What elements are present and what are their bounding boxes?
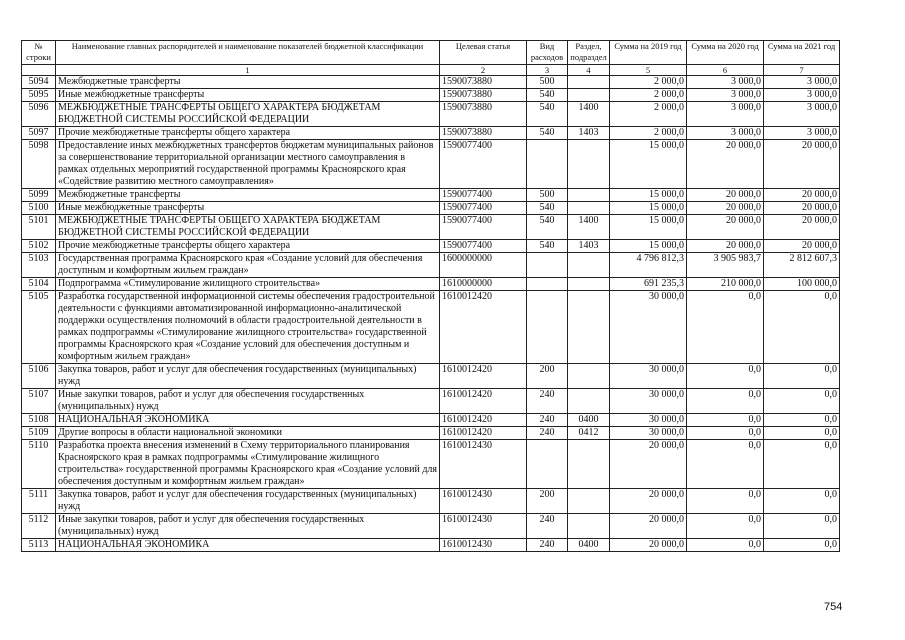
table-row — [22, 389, 840, 414]
table-row — [22, 489, 840, 514]
row-number-cell: 5109 — [22, 427, 56, 440]
sum-2019-cell: 2 000,0 — [610, 102, 687, 127]
row-name-cell: Прочие межбюджетные трансферты общего характера — [56, 240, 440, 253]
target-article-cell: 1590073880 — [440, 76, 527, 89]
target-article-cell: 1610012420 — [440, 427, 527, 440]
section-cell — [568, 140, 610, 189]
section-cell: 1403 — [568, 240, 610, 253]
expense-kind-cell: 540 — [527, 102, 568, 127]
sum-2020-cell: 0,0 — [687, 364, 764, 389]
sum-2019-cell: 30 000,0 — [610, 389, 687, 414]
section-cell — [568, 489, 610, 514]
sum-2019-cell: 691 235,3 — [610, 278, 687, 291]
sum-2021-cell: 0,0 — [764, 389, 840, 414]
sum-2021-cell: 0,0 — [764, 427, 840, 440]
sum-2019-cell: 30 000,0 — [610, 364, 687, 389]
expense-kind-cell — [527, 140, 568, 189]
expense-kind-cell: 540 — [527, 89, 568, 102]
expense-kind-cell — [527, 253, 568, 278]
table-row — [22, 539, 840, 552]
row-name-cell: МЕЖБЮДЖЕТНЫЕ ТРАНСФЕРТЫ ОБЩЕГО ХАРАКТЕРА БЮДЖЕТАМ БЮДЖЕТНОЙ СИСТЕМЫ РОССИЙСКОЙ ФЕДЕРАЦИИ — [56, 102, 440, 127]
sum-2019-cell: 20 000,0 — [610, 539, 687, 552]
target-article-cell: 1610000000 — [440, 278, 527, 291]
row-number-cell: 5103 — [22, 253, 56, 278]
expense-kind-cell: 240 — [527, 539, 568, 552]
column-number-cell: 1 — [56, 65, 440, 76]
sum-2020-cell: 3 000,0 — [687, 127, 764, 140]
sum-2019-cell: 2 000,0 — [610, 89, 687, 102]
target-article-cell: 1610012430 — [440, 539, 527, 552]
row-name-cell: НАЦИОНАЛЬНАЯ ЭКОНОМИКА — [56, 539, 440, 552]
section-cell — [568, 89, 610, 102]
header-row-number: № строки — [22, 41, 56, 65]
sum-2019-cell: 30 000,0 — [610, 414, 687, 427]
table-row — [22, 253, 840, 278]
sum-2019-cell: 15 000,0 — [610, 140, 687, 189]
expense-kind-cell: 540 — [527, 202, 568, 215]
sum-2021-cell: 20 000,0 — [764, 140, 840, 189]
sum-2020-cell: 0,0 — [687, 389, 764, 414]
expense-kind-cell: 200 — [527, 489, 568, 514]
table-row — [22, 202, 840, 215]
row-number-cell: 5106 — [22, 364, 56, 389]
row-name-cell: Межбюджетные трансферты — [56, 189, 440, 202]
expense-kind-cell: 240 — [527, 514, 568, 539]
sum-2020-cell: 0,0 — [687, 427, 764, 440]
sum-2020-cell: 0,0 — [687, 489, 764, 514]
sum-2019-cell: 30 000,0 — [610, 427, 687, 440]
row-name-cell: Предоставление иных межбюджетных трансфертов бюджетам муниципальных районов за совершенствование территориальной организации местного самоуправления в рамках отдельных мероприятий государственной программы Красноярского края «Содействие развитию местного самоуправления» — [56, 140, 440, 189]
section-cell — [568, 389, 610, 414]
table-row — [22, 215, 840, 240]
target-article-cell: 1590073880 — [440, 89, 527, 102]
section-cell: 0400 — [568, 414, 610, 427]
section-cell — [568, 291, 610, 364]
column-number-cell — [22, 65, 56, 76]
row-name-cell: Подпрограмма «Стимулирование жилищного строительства» — [56, 278, 440, 291]
section-cell — [568, 440, 610, 489]
target-article-cell: 1610012420 — [440, 414, 527, 427]
target-article-cell: 1610012430 — [440, 489, 527, 514]
sum-2021-cell: 3 000,0 — [764, 76, 840, 89]
target-article-cell: 1590077400 — [440, 202, 527, 215]
target-article-cell: 1610012430 — [440, 514, 527, 539]
header-name: Наименование главных распорядителей и наименование показателей бюджетной классификации — [56, 41, 440, 65]
target-article-cell: 1590077400 — [440, 240, 527, 253]
row-number-cell: 5096 — [22, 102, 56, 127]
sum-2020-cell: 0,0 — [687, 291, 764, 364]
sum-2019-cell: 15 000,0 — [610, 202, 687, 215]
sum-2021-cell: 20 000,0 — [764, 202, 840, 215]
column-numbers-row — [22, 65, 840, 76]
sum-2021-cell: 100 000,0 — [764, 278, 840, 291]
row-number-cell: 5098 — [22, 140, 56, 189]
row-name-cell: Другие вопросы в области национальной экономики — [56, 427, 440, 440]
row-name-cell: Прочие межбюджетные трансферты общего характера — [56, 127, 440, 140]
section-cell: 1400 — [568, 215, 610, 240]
target-article-cell: 1610012420 — [440, 364, 527, 389]
target-article-cell: 1600000000 — [440, 253, 527, 278]
row-number-cell: 5108 — [22, 414, 56, 427]
expense-kind-cell: 540 — [527, 215, 568, 240]
row-name-cell: Разработка государственной информационной системы обеспечения градостроительной деятельности с функциями автоматизированной информационно-аналитической поддержки осуществления полномочий в области градостроительной деятельности в рамках подпрограммы «Стимулирование жилищного строительства» государственной программы Красноярского края «Создание условий для обеспечения доступным и комфортным жильем граждан» — [56, 291, 440, 364]
sum-2020-cell: 20 000,0 — [687, 202, 764, 215]
sum-2019-cell: 15 000,0 — [610, 189, 687, 202]
section-cell — [568, 189, 610, 202]
table-header — [22, 41, 840, 76]
table-row — [22, 102, 840, 127]
row-name-cell: МЕЖБЮДЖЕТНЫЕ ТРАНСФЕРТЫ ОБЩЕГО ХАРАКТЕРА БЮДЖЕТАМ БЮДЖЕТНОЙ СИСТЕМЫ РОССИЙСКОЙ ФЕДЕРАЦИИ — [56, 215, 440, 240]
table-row — [22, 364, 840, 389]
target-article-cell: 1610012420 — [440, 291, 527, 364]
expense-kind-cell: 240 — [527, 414, 568, 427]
expense-kind-cell — [527, 278, 568, 291]
sum-2019-cell: 2 000,0 — [610, 127, 687, 140]
sum-2019-cell: 20 000,0 — [610, 440, 687, 489]
section-cell: 1400 — [568, 102, 610, 127]
section-cell — [568, 278, 610, 291]
sum-2020-cell: 20 000,0 — [687, 215, 764, 240]
section-cell — [568, 253, 610, 278]
sum-2021-cell: 3 000,0 — [764, 127, 840, 140]
sum-2019-cell: 20 000,0 — [610, 489, 687, 514]
sum-2020-cell: 20 000,0 — [687, 240, 764, 253]
table-row — [22, 278, 840, 291]
row-number-cell: 5099 — [22, 189, 56, 202]
section-cell: 0400 — [568, 539, 610, 552]
sum-2019-cell: 30 000,0 — [610, 291, 687, 364]
budget-table — [21, 40, 840, 552]
table-row — [22, 427, 840, 440]
target-article-cell: 1590073880 — [440, 102, 527, 127]
table-body — [22, 76, 840, 552]
sum-2020-cell: 20 000,0 — [687, 140, 764, 189]
sum-2020-cell: 0,0 — [687, 514, 764, 539]
table-row — [22, 240, 840, 253]
sum-2019-cell: 15 000,0 — [610, 240, 687, 253]
row-name-cell: Межбюджетные трансферты — [56, 76, 440, 89]
table-row — [22, 76, 840, 89]
sum-2021-cell: 0,0 — [764, 514, 840, 539]
section-cell — [568, 514, 610, 539]
column-number-cell: 7 — [764, 65, 840, 76]
sum-2021-cell: 0,0 — [764, 291, 840, 364]
sum-2020-cell: 210 000,0 — [687, 278, 764, 291]
expense-kind-cell: 540 — [527, 240, 568, 253]
target-article-cell: 1590077400 — [440, 140, 527, 189]
sum-2021-cell: 20 000,0 — [764, 240, 840, 253]
row-name-cell: Государственная программа Красноярского края «Создание условий для обеспечения доступным и комфортным жильем граждан» — [56, 253, 440, 278]
row-number-cell: 5110 — [22, 440, 56, 489]
header-expense-kind: Вид расходов — [527, 41, 568, 65]
row-number-cell: 5100 — [22, 202, 56, 215]
sum-2020-cell: 0,0 — [687, 539, 764, 552]
target-article-cell: 1590077400 — [440, 189, 527, 202]
sum-2020-cell: 20 000,0 — [687, 189, 764, 202]
table-row — [22, 440, 840, 489]
expense-kind-cell: 500 — [527, 189, 568, 202]
table-row — [22, 89, 840, 102]
target-article-cell: 1610012420 — [440, 389, 527, 414]
section-cell: 1403 — [568, 127, 610, 140]
row-number-cell: 5095 — [22, 89, 56, 102]
sum-2021-cell: 0,0 — [764, 489, 840, 514]
column-number-cell: 2 — [440, 65, 527, 76]
sum-2020-cell: 0,0 — [687, 414, 764, 427]
sum-2020-cell: 3 905 983,7 — [687, 253, 764, 278]
column-number-cell: 3 — [527, 65, 568, 76]
target-article-cell: 1590073880 — [440, 127, 527, 140]
row-name-cell: Иные межбюджетные трансферты — [56, 89, 440, 102]
section-cell — [568, 202, 610, 215]
sum-2021-cell: 3 000,0 — [764, 102, 840, 127]
row-name-cell: Иные межбюджетные трансферты — [56, 202, 440, 215]
sum-2021-cell: 20 000,0 — [764, 189, 840, 202]
header-sum-2020: Сумма на 2020 год — [687, 41, 764, 65]
row-name-cell: НАЦИОНАЛЬНАЯ ЭКОНОМИКА — [56, 414, 440, 427]
expense-kind-cell: 240 — [527, 389, 568, 414]
row-number-cell: 5102 — [22, 240, 56, 253]
header-target-article: Целевая статья — [440, 41, 527, 65]
header-section: Раздел, подраздел — [568, 41, 610, 65]
sum-2019-cell: 2 000,0 — [610, 76, 687, 89]
expense-kind-cell: 200 — [527, 364, 568, 389]
expense-kind-cell — [527, 440, 568, 489]
table-row — [22, 514, 840, 539]
table-row — [22, 414, 840, 427]
page-number: 754 — [824, 601, 843, 613]
section-cell: 0412 — [568, 427, 610, 440]
row-number-cell: 5094 — [22, 76, 56, 89]
sum-2020-cell: 3 000,0 — [687, 89, 764, 102]
sum-2021-cell: 3 000,0 — [764, 89, 840, 102]
table-row — [22, 127, 840, 140]
row-name-cell: Закупка товаров, работ и услуг для обеспечения государственных (муниципальных) нужд — [56, 364, 440, 389]
sum-2021-cell: 0,0 — [764, 364, 840, 389]
sum-2020-cell: 3 000,0 — [687, 102, 764, 127]
sum-2021-cell: 20 000,0 — [764, 215, 840, 240]
sum-2019-cell: 15 000,0 — [610, 215, 687, 240]
table-row — [22, 189, 840, 202]
row-number-cell: 5097 — [22, 127, 56, 140]
column-number-cell: 6 — [687, 65, 764, 76]
row-name-cell: Иные закупки товаров, работ и услуг для обеспечения государственных (муниципальных) нужд — [56, 389, 440, 414]
expense-kind-cell — [527, 291, 568, 364]
row-number-cell: 5105 — [22, 291, 56, 364]
row-name-cell: Иные закупки товаров, работ и услуг для обеспечения государственных (муниципальных) нужд — [56, 514, 440, 539]
row-number-cell: 5104 — [22, 278, 56, 291]
target-article-cell: 1610012430 — [440, 440, 527, 489]
column-number-cell: 5 — [610, 65, 687, 76]
row-number-cell: 5112 — [22, 514, 56, 539]
section-cell — [568, 76, 610, 89]
sum-2019-cell: 20 000,0 — [610, 514, 687, 539]
sum-2020-cell: 0,0 — [687, 440, 764, 489]
expense-kind-cell: 540 — [527, 127, 568, 140]
sum-2021-cell: 0,0 — [764, 414, 840, 427]
row-number-cell: 5113 — [22, 539, 56, 552]
section-cell — [568, 364, 610, 389]
sum-2021-cell: 0,0 — [764, 539, 840, 552]
row-number-cell: 5111 — [22, 489, 56, 514]
table-row — [22, 291, 840, 364]
header-sum-2019: Сумма на 2019 год — [610, 41, 687, 65]
row-name-cell: Закупка товаров, работ и услуг для обеспечения государственных (муниципальных) нужд — [56, 489, 440, 514]
expense-kind-cell: 240 — [527, 427, 568, 440]
sum-2020-cell: 3 000,0 — [687, 76, 764, 89]
sum-2019-cell: 4 796 812,3 — [610, 253, 687, 278]
row-number-cell: 5107 — [22, 389, 56, 414]
row-number-cell: 5101 — [22, 215, 56, 240]
column-number-cell: 4 — [568, 65, 610, 76]
target-article-cell: 1590077400 — [440, 215, 527, 240]
sum-2021-cell: 2 812 607,3 — [764, 253, 840, 278]
expense-kind-cell: 500 — [527, 76, 568, 89]
row-name-cell: Разработка проекта внесения изменений в Схему территориального планирования Красноярского края в рамках подпрограммы «Стимулирование жилищного строительства» государственной программы Красноярского края «Создание условий для обеспечения доступным и комфортным жильем граждан» — [56, 440, 440, 489]
table-row — [22, 140, 840, 189]
header-sum-2021: Сумма на 2021 год — [764, 41, 840, 65]
sum-2021-cell: 0,0 — [764, 440, 840, 489]
